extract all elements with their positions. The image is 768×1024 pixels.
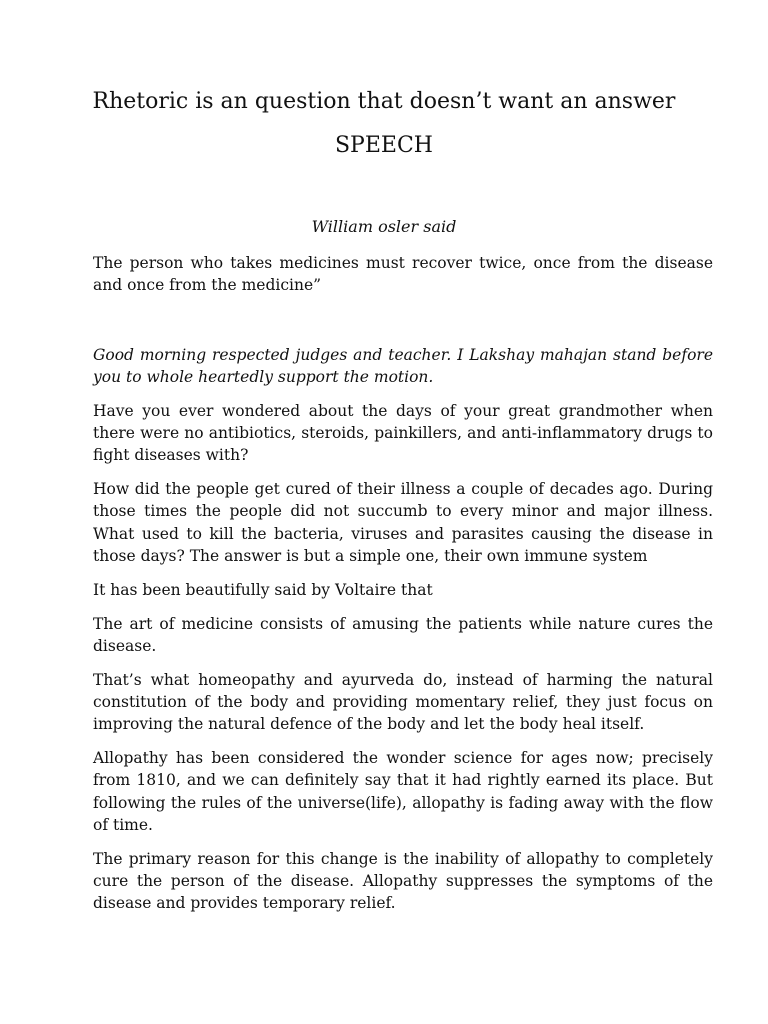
document-body bbox=[93, 252, 713, 926]
paragraph: The art of medicine consists of amusing the patients while nature cures the disease. bbox=[93, 614, 713, 655]
quote-attribution: William osler said bbox=[311, 217, 457, 236]
paragraph-greeting: Good morning respected judges and teacher. I Lakshay mahajan stand before you to whole heartedly support the motion. bbox=[93, 345, 713, 386]
paragraph-quote: The person who takes medicines must recover twice, once from the disease and once from the medicine” bbox=[93, 254, 713, 295]
paragraph: It has been beautifully said by Voltaire that bbox=[93, 580, 433, 599]
paragraph: That’s what homeopathy and ayurveda do, instead of harming the natural constitution of the body and providing momentary relief, they just focus on improving the natural defence of the body and let the body heal itself. bbox=[93, 670, 713, 734]
document-subtitle: SPEECH bbox=[334, 133, 433, 158]
paragraph: The primary reason for this change is the inability of allopathy to completely cure the person of the disease. Allopathy suppresses the symptoms of the disease and provides temporary relief. bbox=[93, 849, 713, 913]
paragraph: How did the people get cured of their illness a couple of decades ago. During those times the people did not succumb to every minor and major illness. What used to kill the bacteria, viruses and parasites causing the disease in those days? The answer is but a simple one, their own immune system bbox=[93, 480, 713, 565]
paragraph: Have you ever wondered about the days of your great grandmother when there were no antibiotics, steroids, painkillers, and anti-inflammatory drugs to fight diseases with? bbox=[93, 401, 713, 465]
document-title: Rhetoric is an question that doesn’t want an answer bbox=[92, 89, 676, 114]
paragraph: Allopathy has been considered the wonder science for ages now; precisely from 1810, and we can definitely say that it had rightly earned its place. But following the rules of the universe(life), allopathy is fading away with the flow of time. bbox=[93, 749, 713, 834]
